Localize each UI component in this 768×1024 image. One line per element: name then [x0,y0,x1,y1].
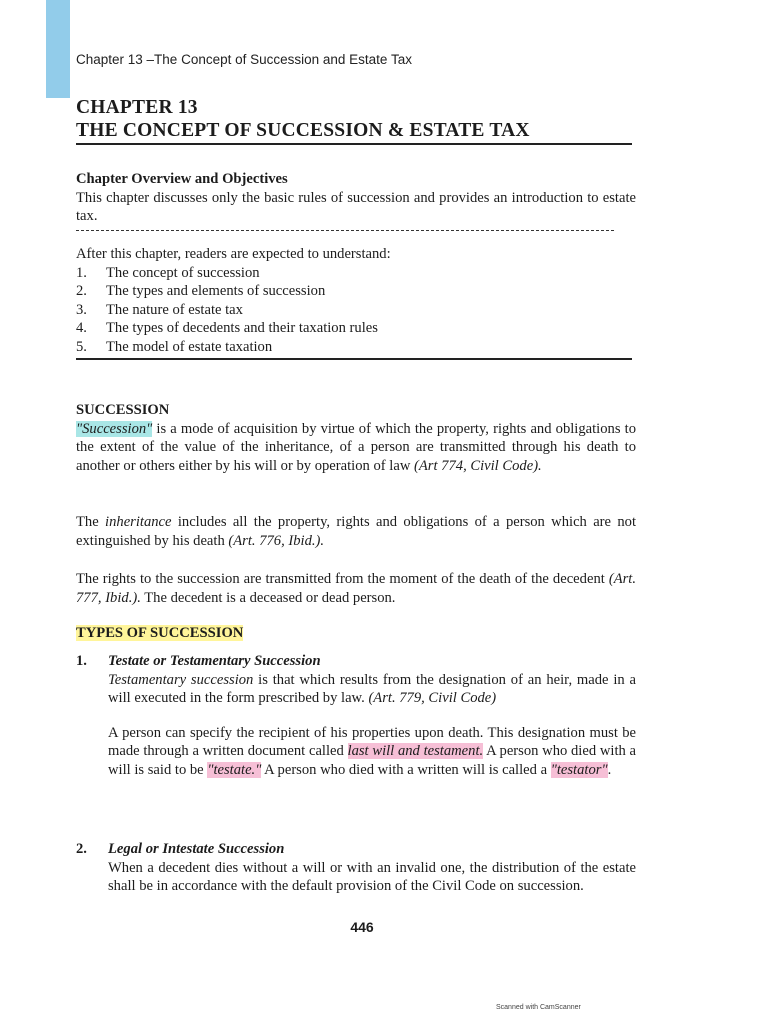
list-item: 4. The types of decedents and their taxation rules [76,320,378,336]
list-item: 2. The types and elements of succession [76,283,326,299]
testate-definition: Testamentary succession is that which results from the designation of an heir, made in a will executed in the form prescribed by law. (Art. 779, Civil Code) [108,671,636,706]
rights-paragraph: The rights to the succession are transmitted from the moment of the death of the decedent (Art. 777, Ibid.). The decedent is a deceased or dead person. [76,571,636,606]
inheritance-paragraph: The inheritance includes all the property, rights and obligations of a person which are not extinguished by his death (Art. 776, Ibid.). [76,514,637,549]
intestate-title: 2. Legal or Intestate Succession [76,841,285,857]
chapter-name: THE CONCEPT OF SUCCESSION & ESTATE TAX [76,120,530,141]
types-heading: TYPES OF SUCCESSION [76,625,244,641]
objectives-rule [76,358,632,360]
succession-definition: "Succession" is a mode of acquisition by virtue of which the property, rights and obligations to the extent of the value of the inheritance, of a person are transmitted through his death to another or others either by his will or by operation of law (Art 774, Civil Code). [76,420,636,474]
testate-section [76,652,636,779]
scanner-watermark: Scanned with CamScanner [496,1004,581,1011]
testate-title: 1. Testate or Testamentary Succession [76,653,321,669]
objectives-intro: After this chapter, readers are expected to understand: [76,246,391,262]
page-number: 446 [350,919,374,935]
overview-section [76,170,636,226]
objectives-list [76,264,636,357]
list-item: 3. The nature of estate tax [76,301,243,318]
overview-heading: Chapter Overview and Objectives [76,171,288,187]
objectives-section [76,245,636,356]
chapter-number: CHAPTER 13 [76,97,198,118]
title-rule [76,143,632,145]
tab-highlight-marker [46,0,70,98]
succession-heading: SUCCESSION [76,402,170,418]
list-item: 5. The model of estate taxation [76,338,273,355]
overview-text: This chapter discusses only the basic rules of succession and provides an introduction to estate tax. [76,189,636,224]
running-header: Chapter 13 –The Concept of Succession and Estate Tax [76,52,412,67]
intestate-section [76,840,636,896]
types-section [76,624,636,643]
list-item: 1. The concept of succession [76,264,260,281]
succession-section [76,401,636,475]
chapter-title [76,96,676,142]
dashed-divider [76,230,614,231]
testate-explanation: A person can specify the recipient of his properties upon death. This designation must be made through a written document called last will and testament. A person who died with a will is said to be "testate." A person who died with a written will is called a "testator". [108,724,636,778]
intestate-text: When a decedent dies without a will or with an invalid one, the distribution of the estate shall be in accordance with the default provision of the Civil Code on succession. [108,859,636,894]
